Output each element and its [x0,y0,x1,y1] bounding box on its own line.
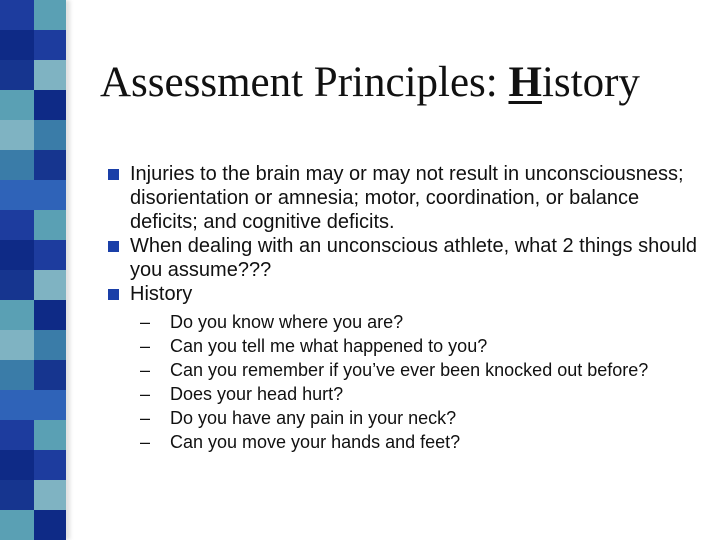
strip-tile [0,30,34,60]
strip-row [0,480,66,510]
sub-item-text: Does your head hurt? [170,384,344,404]
strip-tile [0,150,34,180]
decorative-strip [0,0,66,540]
strip-tile [0,90,34,120]
strip-row [0,0,66,30]
bullet-text: When dealing with an unconscious athlete, what 2 things should you assume??? [130,235,698,281]
strip-tile [0,60,34,90]
strip-tile [0,450,34,480]
strip-row [0,60,66,90]
title-rest: istory [541,59,640,106]
slide-title [100,58,640,107]
strip-tile [0,390,34,420]
dash-bullet: – [140,360,151,380]
strip-tile [34,60,66,90]
dash-bullet: – [140,432,151,452]
strip-row [0,450,66,480]
strip-tile [0,420,34,450]
strip-tile [34,120,66,150]
bullet-item [110,282,710,306]
strip-row [0,30,66,60]
strip-tile [34,480,66,510]
strip-tile [0,330,34,360]
strip-tile [0,180,34,210]
sub-item-text: Do you have any pain in your neck? [170,408,457,428]
sub-item-text: Do you know where you are? [170,312,404,332]
square-bullet-icon [108,169,119,180]
sub-item [140,358,710,382]
strip-tile [34,150,66,180]
sub-item [140,382,710,406]
bullet-text: Injuries to the brain may or may not result in unconsciousness; disorientation or amnesia; motor, coordination, or balance deficits; and cognitive deficits. [130,163,684,233]
strip-row [0,270,66,300]
strip-row [0,510,66,540]
title-underlined-letter: H [508,59,542,106]
strip-row [0,330,66,360]
strip-tile [34,210,66,240]
strip-tile [34,330,66,360]
strip-tile [34,180,66,210]
dash-bullet: – [140,384,151,404]
strip-tile [34,300,66,330]
strip-tile [34,420,66,450]
sub-item [140,334,710,358]
bullet-item [110,234,710,282]
strip-tile [0,0,34,30]
sub-list [140,310,710,454]
strip-tile [34,510,66,540]
strip-tile [0,210,34,240]
sub-item [140,406,710,430]
strip-tile [34,0,66,30]
dash-bullet: – [140,408,151,428]
bullet-item [110,162,710,234]
square-bullet-icon [108,241,119,252]
strip-row [0,150,66,180]
strip-tile [0,510,34,540]
strip-row [0,390,66,420]
strip-tile [0,120,34,150]
title-divider [98,128,658,129]
strip-row [0,240,66,270]
dash-bullet: – [140,312,151,332]
dash-bullet: – [140,336,151,356]
strip-tile [34,90,66,120]
strip-tile [0,240,34,270]
square-bullet-icon [108,289,119,300]
bullet-text: History [130,283,193,305]
strip-row [0,210,66,240]
strip-tile [34,270,66,300]
strip-tile [0,270,34,300]
strip-tile [34,240,66,270]
sub-item [140,430,710,454]
slide-content [110,162,710,454]
sub-item-text: Can you move your hands and feet? [170,432,461,452]
strip-row [0,420,66,450]
strip-tile [0,480,34,510]
strip-tile [0,360,34,390]
title-prefix: Assessment Principles: [100,59,509,106]
strip-row [0,300,66,330]
strip-row [0,120,66,150]
sub-item [140,310,710,334]
strip-tile [34,30,66,60]
strip-row [0,90,66,120]
strip-tile [34,360,66,390]
strip-row [0,360,66,390]
sub-item-text: Can you tell me what happened to you? [170,336,488,356]
strip-tile [34,450,66,480]
strip-tile [0,300,34,330]
sub-item-text: Can you remember if you’ve ever been knocked out before? [170,360,649,380]
strip-tile [34,390,66,420]
strip-row [0,180,66,210]
